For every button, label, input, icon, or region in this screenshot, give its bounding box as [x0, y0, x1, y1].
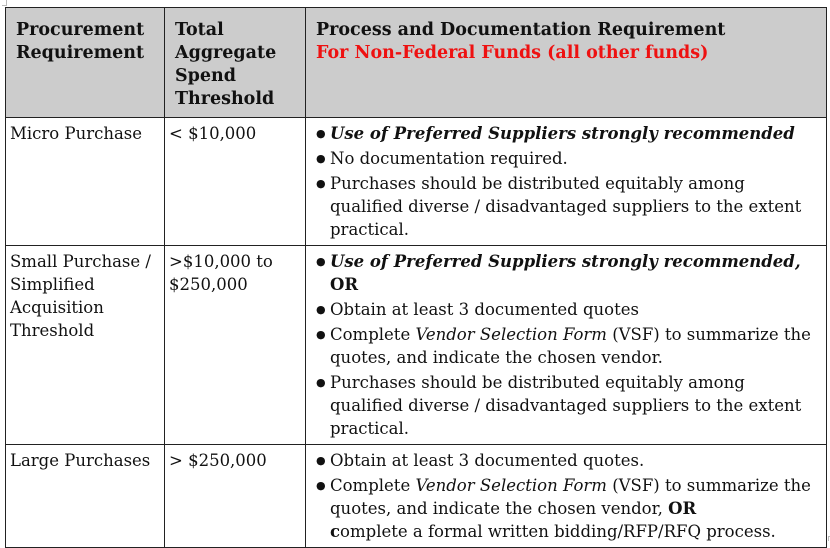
bullet-text: Purchases should be distributed equitably among qualified diverse / disadvantaged suppliers to the extent practical. [330, 174, 802, 239]
bullet-text: Use of Preferred Suppliers strongly recommended [330, 124, 795, 143]
header-process-documentation [306, 8, 827, 118]
category-cell: Large Purchases [6, 445, 165, 548]
bullet-item [330, 474, 822, 543]
threshold-cell: < $10,000 [165, 118, 306, 246]
bullet-or-text: OR [330, 275, 359, 294]
bullet-item [330, 449, 822, 472]
vsf-form-name: Vendor Selection Form [415, 325, 607, 344]
header-procurement-requirement: Procurement Requirement [6, 8, 165, 118]
bullet-item [330, 172, 822, 241]
bullet-text: Obtain at least 3 documented quotes. [330, 451, 645, 470]
procurement-requirements-table [5, 7, 827, 548]
bullet-text: Obtain at least 3 documented quotes [330, 300, 639, 319]
table-row-small-purchase [6, 246, 827, 445]
requirements-list [310, 250, 822, 440]
page-corner-marker [2, 0, 7, 6]
bullet-text: No documentation required. [330, 149, 568, 168]
bullet-item [330, 147, 822, 170]
category-cell: Small Purchase / Simplified Acquisition Threshold [6, 246, 165, 445]
bullet-text: Use of Preferred Suppliers strongly recommended, [330, 252, 801, 271]
header-row [6, 8, 827, 118]
header-process-title: Process and Documentation Requirement [316, 20, 726, 40]
bullet-text: omplete a formal written bidding/RFP/RFQ process. [340, 522, 776, 541]
threshold-cell: >$10,000 to $250,000 [165, 246, 306, 445]
bullet-or-text: OR [668, 499, 697, 518]
header-funds-subtitle: For Non-Federal Funds (all other funds) [316, 43, 709, 63]
bullet-item [330, 122, 822, 145]
process-cell [306, 445, 827, 548]
table-row-micro-purchase [6, 118, 827, 246]
bullet-item [330, 298, 822, 321]
bullet-text: Complete [330, 476, 416, 495]
requirements-list [310, 122, 822, 241]
process-cell [306, 246, 827, 445]
process-cell [306, 118, 827, 246]
bullet-text: (VSF) to summarize the quotes, and indicate the chosen vendor, [330, 476, 811, 518]
bullet-text: (VSF) to summarize the quotes, and indicate the chosen vendor. [330, 325, 811, 367]
category-cell: Micro Purchase [6, 118, 165, 246]
threshold-cell: > $250,000 [165, 445, 306, 548]
bullet-item [330, 250, 822, 296]
bullet-item [330, 323, 822, 369]
header-spend-threshold: Total Aggregate Spend Threshold [165, 8, 306, 118]
vsf-form-name: Vendor Selection Form [415, 476, 607, 495]
table-row-large-purchases [6, 445, 827, 548]
bullet-text: Purchases should be distributed equitably among qualified diverse / disadvantaged suppliers to the extent practical. [330, 373, 802, 438]
bullet-text: Complete [330, 325, 416, 344]
requirements-list [310, 449, 822, 543]
bullet-text: c [330, 522, 341, 541]
bullet-item [330, 371, 822, 440]
